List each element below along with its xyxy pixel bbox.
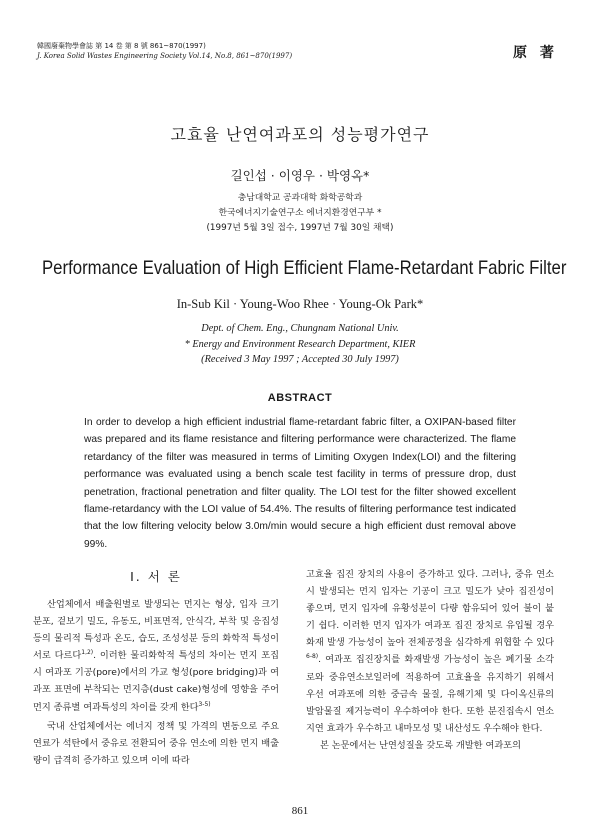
section-heading-introduction: Ⅰ. 서 론 — [130, 569, 182, 584]
affiliation-english-line: * Energy and Environment Research Department, KIER — [184, 338, 416, 350]
affiliation-korean-line: 충남대학교 공과대학 화학공학과 — [237, 193, 363, 203]
paper-title-english: Performance Evaluation of High Efficient Flame-Retardant Fabric Filter — [42, 257, 567, 279]
affiliation-english-line: (Received 3 May 1997 ; Accepted 30 July 1997) — [201, 354, 399, 365]
authors-english: In-Sub Kil · Young-Woo Rhee · Young-Ok Park* — [176, 297, 424, 311]
abstract-body: In order to develop a high efficient industrial flame-retardant fabric filter, a OXIPAN-based filter was prepared and its flame resistance and filtering performance were characterized. The flame retardancy of the filter was measured in terms of Limiting Oxygen Index(LOI) and the filtering performance was evaluated using a bench scale test facility in terms of pressure drop, dust penetration, fractional penetration and filter quality. The LOI test for the filter showed excellent flame-retardancy with the LOI value of 54.4%. The results of filtering performance test indicated that the low filtering velocity below 3.0m/min would secure a high efficient dust removal above 99%. — [84, 417, 516, 550]
authors-korean: 길인섭 · 이영우 · 박영옥* — [230, 168, 370, 183]
affiliation-korean-line: 한국에너지기술연구소 에너지환경연구부 * — [218, 208, 382, 218]
body-column-left — [33, 596, 279, 769]
affiliation-english — [0, 321, 600, 368]
journal-citation-korean: 韓國廢棄物學會誌 第 14 卷 第 8 號 861~870(1997) — [37, 42, 206, 50]
affiliation-english-line: Dept. of Chem. Eng., Chungnam National Univ. — [201, 323, 399, 334]
paragraph: 산업체에서 배출원별로 발생되는 먼지는 형상, 입자 크기분포, 겉보기 밀도, 유동도, 비표면적, 안식각, 부착 및 응집성 등의 물리적 특성과 온도, 습도, 조성성분 등의 화학적 특성이 서로 다르다$^{1,2)}$. 이러한 물리화학적 특성의 차이는 먼지 포집시 여과포 기공(pore)에서의 가교 형성(pore bridging)과 여과포 표면에 부착되는 먼지층(dust cake)형성에 영향을 주어 먼지 종류별 여과특성의 차이를 갖게 한다$^{3-5)}$ — [33, 599, 280, 713]
page-number: 861 — [291, 805, 309, 817]
paragraph: 국내 산업체에서는 에너지 정책 및 가격의 변동으로 주요 연료가 석탄에서 중유로 전환되어 중유 연소에 의한 먼지 배출량이 급격히 증가하고 있으며 이에 따라 — [33, 720, 279, 766]
journal-citation-english: J. Korea Solid Wastes Engineering Society Vol.14, No.8, 861~870(1997) — [37, 52, 293, 60]
abstract-heading: ABSTRACT — [267, 392, 333, 404]
article-type-badge: 原 著 — [513, 45, 558, 61]
paragraph: 본 논문에서는 난연성질을 갖도록 개발한 여과포의 — [320, 739, 521, 751]
affiliation-korean — [0, 191, 600, 236]
body-column-right — [306, 566, 554, 754]
paper-title-korean: 고효율 난연여과포의 성능평가연구 — [170, 125, 430, 144]
affiliation-korean-line: (1997년 5월 3일 접수, 1997년 7월 30일 채택) — [206, 223, 394, 233]
paragraph: 고효율 집진 장치의 사용이 증가하고 있다. 그러나, 중유 연소시 발생되는 먼지 입자는 기공이 크고 밀도가 낮아 집진성이 좋으며, 먼지 입자에 유황성분이 다량 함유되어 있어 불이 붙기 쉽다. 이러한 먼지 입자가 여과포 집진 장치로 유입될 경우 화재 발생 가능성이 높아 전체공정을 심각하게 위협할 수 있다$^{6-8)}$. 여과포 집진장치를 화재발생 가능성이 높은 폐기물 소각로와 중유연소보일러에 적용하여 고효율을 유지하기 위해서 우선 여과포에 의한 중금속 물질, 유해기체 및 다이옥신류의 발암물질 제거능력이 우수하여야 한다. 또한 분진집속시 연소지연 효과가 우수하고 내마모성 및 내산성도 우수해야 한다. — [306, 569, 554, 734]
